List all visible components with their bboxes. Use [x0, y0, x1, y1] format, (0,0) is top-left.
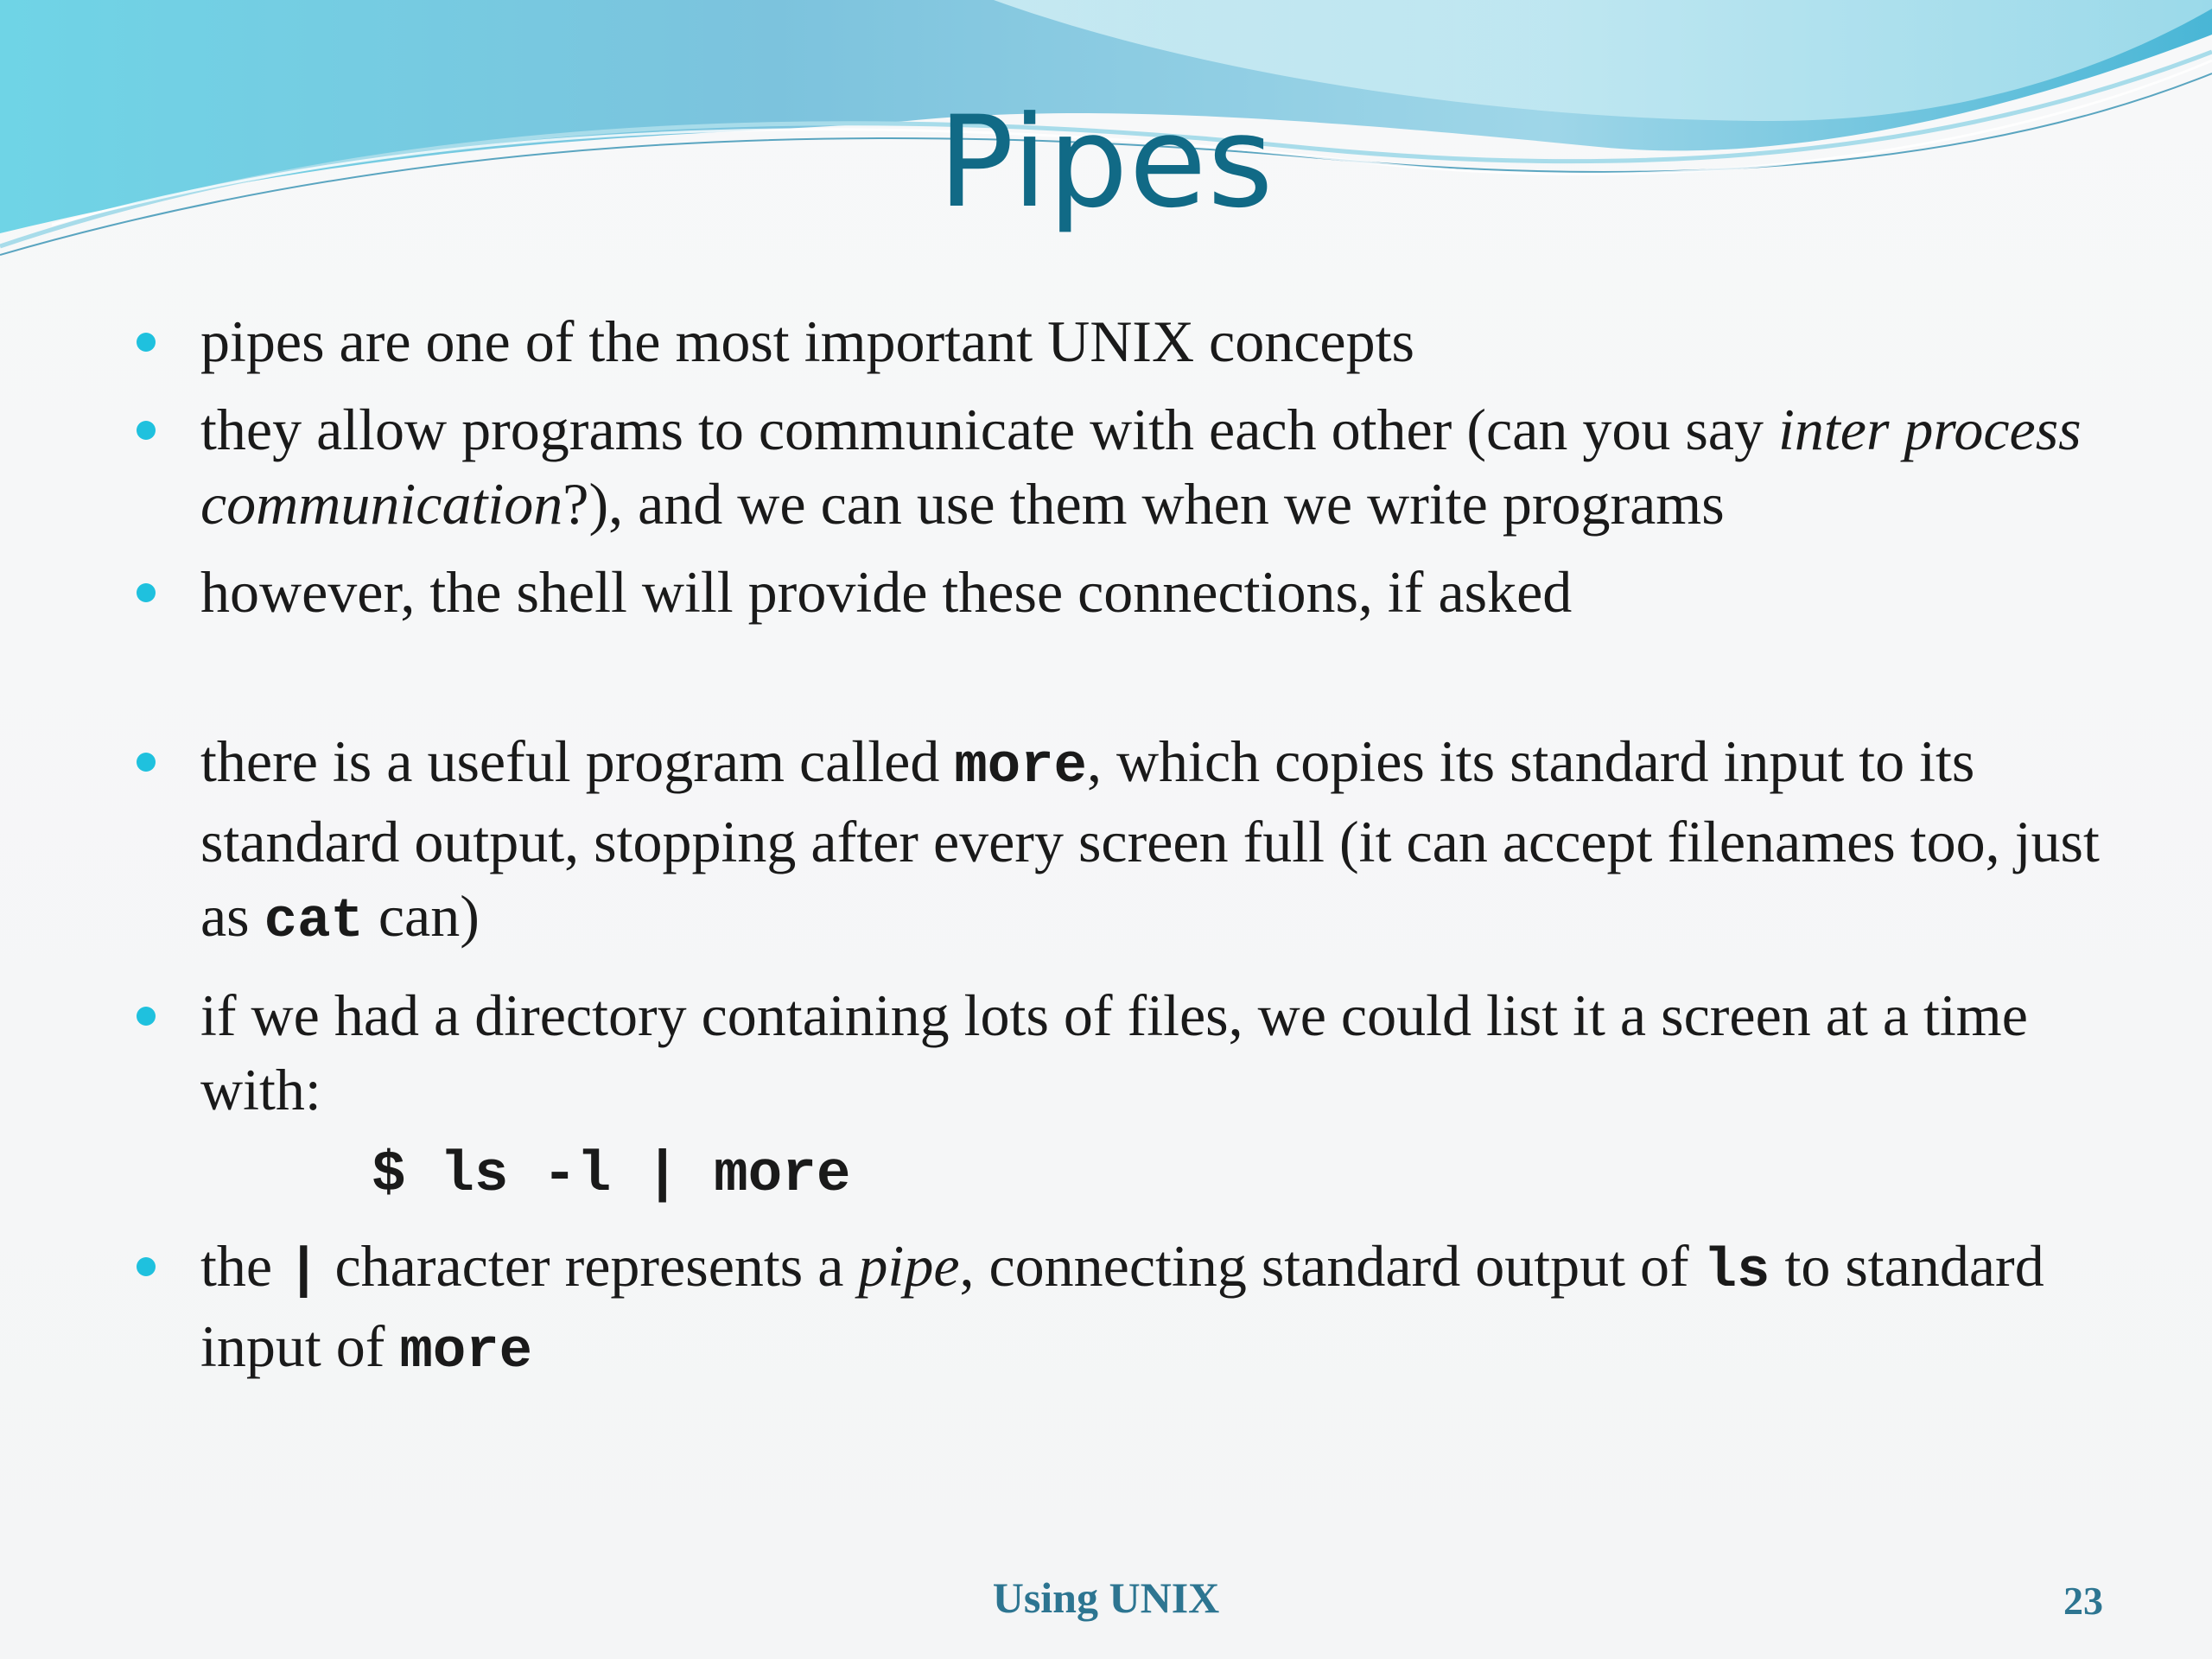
- bullet-text: , which copies its standard input to its standard output, stopping after every screen full (it can accept filenames too, just as: [200, 728, 2100, 949]
- bullet-list: [130, 304, 2108, 1389]
- slide-title: Pipes: [938, 89, 1274, 236]
- bullet-text: there is a useful program called: [200, 728, 955, 794]
- code-term: more: [399, 1321, 533, 1383]
- bullet-item: [130, 304, 2108, 378]
- bullet-dot-icon: [137, 1257, 156, 1276]
- bullet-dot-icon: [137, 753, 156, 772]
- bullet-dot-icon: [137, 583, 156, 602]
- code-term: cat: [264, 891, 364, 953]
- italic-term: inter process communication: [200, 397, 2082, 537]
- bullet-text: they allow programs to communicate with each other (can you say: [200, 397, 1778, 462]
- bullet-text: however, the shell will provide these connections, if asked: [200, 559, 1573, 625]
- bullet-item: [130, 1229, 2108, 1389]
- bullet-item: [130, 724, 2108, 959]
- bullet-text: can): [363, 883, 480, 949]
- bullet-text: character represents a: [320, 1233, 859, 1299]
- page-number: 23: [2063, 1579, 2103, 1623]
- bullet-dot-icon: [137, 333, 156, 352]
- bullet-item: [130, 555, 2108, 629]
- bullet-text: , connecting standard output of: [959, 1233, 1704, 1299]
- bullet-dot-icon: [137, 421, 156, 440]
- bullet-text: to standard input of: [200, 1233, 2044, 1379]
- bullet-text: the: [200, 1233, 288, 1299]
- bullet-item: [130, 978, 2108, 1127]
- bullet-dot-icon: [137, 1007, 156, 1026]
- code-term: |: [287, 1241, 321, 1303]
- italic-term: pipe: [858, 1233, 960, 1299]
- code-term: more: [954, 736, 1087, 798]
- code-term: ls: [1703, 1241, 1770, 1303]
- command-example: $ ls -l | more: [372, 1142, 851, 1207]
- bullet-text: pipes are one of the most important UNIX concepts: [200, 308, 1414, 374]
- bullet-text: ?), and we can use them when we write programs: [563, 471, 1725, 537]
- bullet-text: if we had a directory containing lots of files, we could list it a screen at a time with:: [200, 982, 2028, 1122]
- bullet-item: [130, 392, 2108, 541]
- footer-title: Using UNIX: [992, 1573, 1220, 1622]
